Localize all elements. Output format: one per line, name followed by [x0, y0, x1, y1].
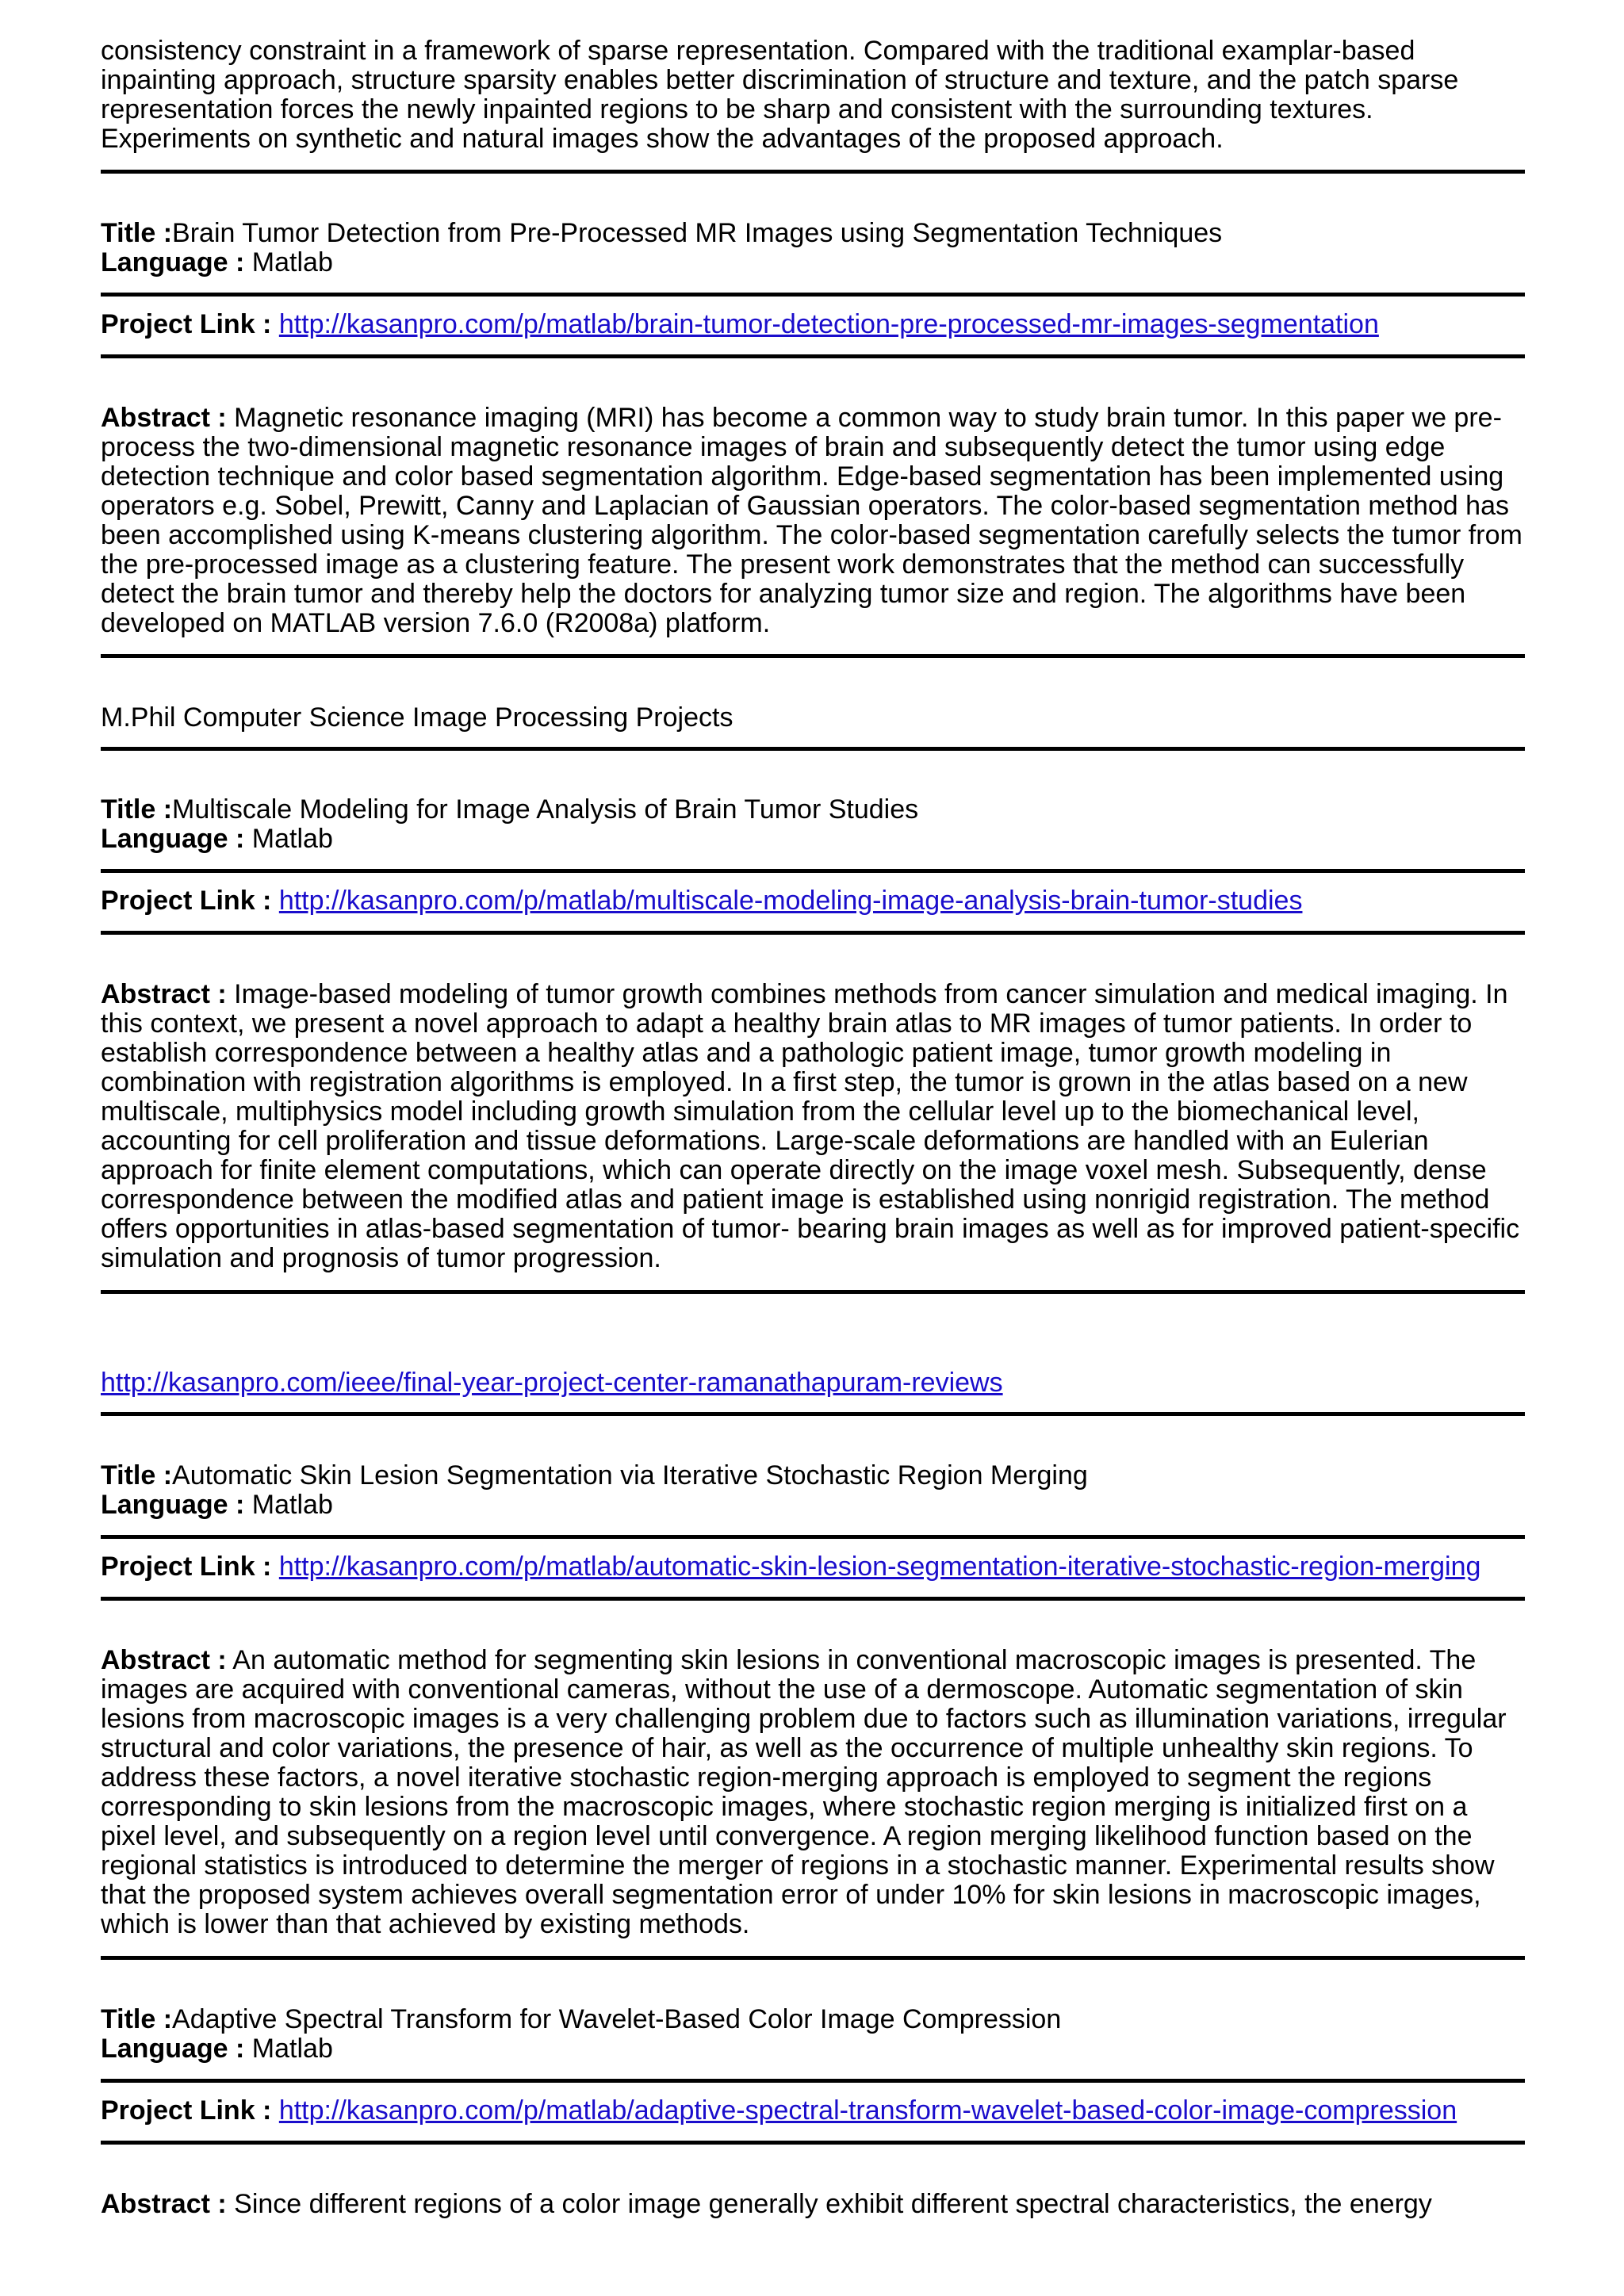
project-link-label: Project Link : [101, 1552, 272, 1582]
project-language-line [101, 248, 1528, 277]
divider [101, 869, 1525, 873]
abstract-text: Magnetic resonance imaging (MRI) has become a common way to study brain tumor. In this paper we pre-process the two-dimensional magnetic resonance images of brain and subsequently detect the tumor using edge detection technique and color based segmentation algorithm. Edge-based segmentation has been implemented using operators e.g. Sobel, Prewitt, Canny and Laplacian of Gaussian operators. The color-based segmentation method has been accomplished using K-means clustering algorithm. The color-based segmentation carefully selects the tumor from the pre-processed image as a clustering feature. The present work demonstrates that the method can successfully detect the brain tumor and thereby help the doctors for analyzing tumor size and region. The algorithms have been developed on MATLAB version 7.6.0 (R2008a) platform. [101, 403, 1522, 638]
project-link-line [101, 886, 1528, 916]
project-title: Adaptive Spectral Transform for Wavelet-Based Color Image Compression [172, 2004, 1062, 2034]
project-link[interactable]: http://kasanpro.com/p/matlab/adaptive-spectral-transform-wavelet-based-color-image-compression [278, 2095, 1457, 2126]
reviews-link-line [101, 1368, 1528, 1398]
project-language: Matlab [251, 247, 333, 277]
project-title: Automatic Skin Lesion Segmentation via Iterative Stochastic Region Merging [172, 1460, 1088, 1490]
divider [101, 1597, 1525, 1601]
project-link-line [101, 2096, 1528, 2126]
divider [101, 293, 1525, 297]
title-label: Title : [101, 2004, 173, 2034]
divider [101, 170, 1525, 174]
project-link-line [101, 1552, 1528, 1582]
language-label: Language : [101, 247, 245, 277]
project-language: Matlab [251, 2034, 333, 2064]
title-label: Title : [101, 1460, 173, 1490]
project-language: Matlab [251, 824, 333, 854]
project-link-label: Project Link : [101, 2095, 272, 2126]
title-label: Title : [101, 794, 173, 825]
abstract-paragraph [101, 1646, 1528, 1939]
abstract-label: Abstract : [101, 403, 227, 433]
project-title-line [101, 1461, 1528, 1490]
abstract-text: An automatic method for segmenting skin lesions in conventional macroscopic images is presented. The images are acquired with conventional cameras, without the use of a dermoscope. Automatic segmentation of skin lesions from macroscopic images is a very challenging problem due to factors such as illumination variations, irregular structural and color variations, the presence of hair, as well as the occurrence of multiple unhealthy skin regions. To address these factors, a novel iterative stochastic region-merging approach is employed to segment the regions corresponding to skin lesions from the macroscopic images, where stochastic region merging is initialized first on a pixel level, and subsequently on a region level until convergence. A region merging likelihood function based on the regional statistics is introduced to determine the merger of regions in a stochastic manner. Experimental results show that the proposed system achieves overall segmentation error of under 10% for skin lesions in macroscopic images, which is lower than that achieved by existing methods. [101, 1645, 1507, 1939]
project-title-line [101, 2005, 1528, 2034]
project-link[interactable]: http://kasanpro.com/p/matlab/automatic-skin-lesion-segmentation-iterative-stochastic-region-merging [278, 1552, 1481, 1582]
divider [101, 931, 1525, 935]
abstract-paragraph [101, 2190, 1528, 2219]
divider [101, 1412, 1525, 1416]
language-label: Language : [101, 1490, 245, 1520]
project-link[interactable]: http://kasanpro.com/p/matlab/multiscale-modeling-image-analysis-brain-tumor-studies [278, 886, 1303, 916]
intro-paragraph: consistency constraint in a framework of sparse representation. Compared with the traditional examplar-based inpainting approach, structure sparsity enables better discrimination of structure and texture, and the patch sparse representation forces the newly inpainted regions to be sharp and consistent with the surrounding textures. Experiments on synthetic and natural images show the advantages of the proposed approach. [101, 36, 1459, 154]
project-title-line [101, 219, 1528, 248]
project-link-label: Project Link : [101, 309, 272, 339]
section-heading: M.Phil Computer Science Image Processing Projects [101, 702, 733, 733]
project-language-line [101, 2034, 1528, 2064]
divider [101, 2079, 1525, 2083]
project-language-line [101, 1490, 1528, 1520]
abstract-paragraph [101, 980, 1528, 1273]
project-language-line [101, 825, 1528, 854]
abstract-label: Abstract : [101, 2189, 227, 2219]
project-link[interactable]: http://kasanpro.com/p/matlab/brain-tumor-detection-pre-processed-mr-images-segmentation [278, 309, 1379, 339]
abstract-text: Image-based modeling of tumor growth combines methods from cancer simulation and medical imaging. In this context, we present a novel approach to adapt a healthy brain atlas to MR images of tumor patients. In order to establish correspondence between a healthy atlas and a pathologic patient image, tumor growth modeling in combination with registration algorithms is employed. In a first step, the tumor is grown in the atlas based on a new multiscale, multiphysics model including growth simulation from the cellular level up to the biomechanical level, accounting for cell proliferation and tissue deformations. Large-scale deformations are handled with an Eulerian approach for finite element computations, which can operate directly on the image voxel mesh. Subsequently, dense correspondence between the modified atlas and patient image is established using nonrigid registration. The method offers opportunities in atlas-based segmentation of tumor- bearing brain images as well as for improved patient-specific simulation and prognosis of tumor progression. [101, 979, 1520, 1273]
reviews-link[interactable]: http://kasanpro.com/ieee/final-year-project-center-ramanathapuram-reviews [101, 1368, 1003, 1398]
abstract-label: Abstract : [101, 979, 227, 1009]
divider [101, 2141, 1525, 2145]
divider [101, 1956, 1525, 1960]
abstract-paragraph [101, 404, 1528, 638]
language-label: Language : [101, 824, 245, 854]
language-label: Language : [101, 2034, 245, 2064]
title-label: Title : [101, 218, 173, 248]
divider [101, 747, 1525, 751]
divider [101, 1535, 1525, 1539]
project-title: Brain Tumor Detection from Pre-Processed MR Images using Segmentation Techniques [172, 218, 1223, 248]
project-title: Multiscale Modeling for Image Analysis of Brain Tumor Studies [172, 794, 919, 825]
abstract-text: Since different regions of a color image generally exhibit different spectral characteristics, the energy [234, 2189, 1432, 2219]
abstract-label: Abstract : [101, 1645, 227, 1675]
divider [101, 1290, 1525, 1294]
divider [101, 354, 1525, 358]
project-title-line [101, 795, 1528, 825]
project-link-line [101, 310, 1528, 339]
project-link-label: Project Link : [101, 886, 272, 916]
project-language: Matlab [251, 1490, 333, 1520]
divider [101, 654, 1525, 658]
